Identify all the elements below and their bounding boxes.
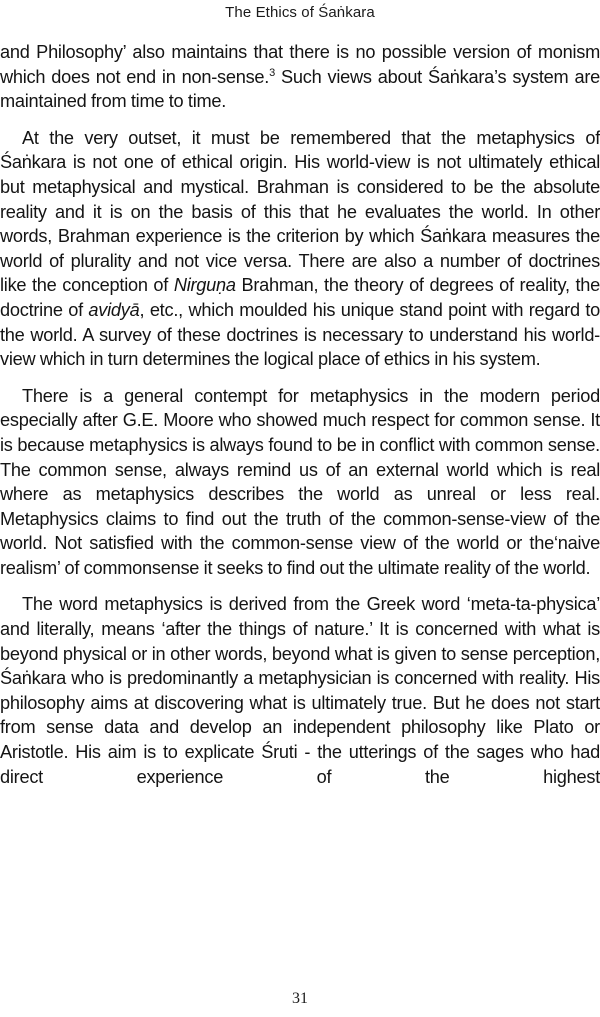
- text-segment: Such views about Śaṅkara’s system are maintained from time to time.: [0, 66, 600, 112]
- running-head: The Ethics of Śaṅkara: [225, 4, 375, 21]
- text-segment: There is a general contempt for metaphysics in the modern period especially after G.E. Moore who showed much respect for common sense. It is because metaphysics is always found to be in conflict with common sense. The common sense, always remind us of an external world which is real where as metaphysics describes the world as unreal or less real. Metaphysics claims to find out the truth of the common-sense-view of the world. Not satisfied with the common-sense view of the world or the‘naive realism’ of commonsense it seeks to find out the ultimate reality of the world.: [0, 385, 600, 578]
- paragraph-2: [0, 126, 600, 372]
- paragraph-1: [0, 40, 600, 114]
- text-segment: Brahman, the theory of degrees of reality, the doctrine of: [0, 275, 600, 320]
- paragraph-4: [0, 592, 600, 789]
- body-text: [0, 40, 600, 801]
- text-segment: At the very outset, it must be remembered that the metaphysics of Śaṅkara is not one of ethical origin. His world-view is not ultimately ethical but metaphysical and mystical. Brahman is considered to be the absolute reality and it is on the basis of this that he evaluates the world. In other words, Brahman experience is the criterion by which Śaṅkara measures the world of plurality and not vice versa. There are also a number of doctrines like the conception of: [0, 127, 600, 296]
- italic-term: Nirguṇa: [173, 275, 236, 296]
- italic-term: avidyā: [88, 299, 140, 320]
- paragraph-3: [0, 384, 600, 581]
- text-segment: The word metaphysics is derived from the Greek word ‘meta-ta-physica’ and literally, means ‘after the things of nature.’ It is concerned with what is beyond physical or in other words, beyond what is given to sense perception, Śaṅkara who is predominantly a metaphysician is concerned with reality. His philosophy aims at discovering what is ultimately true. But he does not start from sense data and develop an independent philosophy like Plato or Aristotle. His aim is to explicate Śruti - the utterings of the sages who had direct experience of the highest: [0, 594, 600, 787]
- text-segment: and Philosophy’ also maintains that there is no possible version of monism which does not end in non-sense.: [0, 42, 600, 87]
- page-number: 31: [292, 990, 308, 1007]
- text-segment: , etc., which moulded his unique stand point with regard to the world. A survey of these doctrines is necessary to understand his world-view which in turn determines the logical place of ethics in his system.: [0, 299, 600, 370]
- footnote-marker[interactable]: 3: [269, 66, 275, 79]
